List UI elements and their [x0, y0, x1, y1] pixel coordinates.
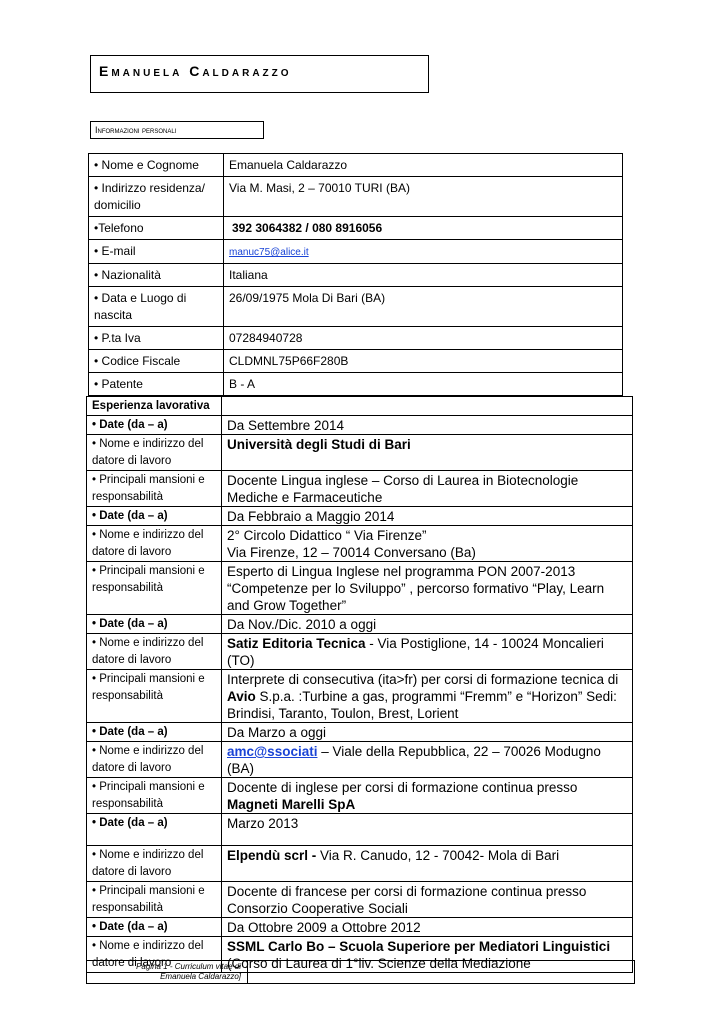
entry-date: Da Ottobre 2009 a Ottobre 2012	[222, 918, 633, 937]
entry-date: Da Nov./Dic. 2010 a oggi	[222, 615, 633, 634]
section-title-personal: Informazioni personali	[90, 121, 264, 139]
entry-employer-row: • Nome e indirizzo del datore di lavoro Satiz Editoria Tecnica - Via Postiglione, 14 - 10024 Moncalieri (TO)	[87, 634, 633, 670]
row-name: • Nome e Cognome Emanuela Caldarazzo	[89, 154, 623, 177]
entry-date-row: • Date (da – a) Da Febbraio a Maggio 2014	[87, 507, 633, 526]
entry-date-row: • Date (da – a) Da Ottobre 2009 a Ottobre 2012	[87, 918, 633, 937]
entry-date: Da Marzo a oggi	[222, 723, 633, 742]
row-fiscal-code: • Codice Fiscale CLDMNL75P66F280B	[89, 350, 623, 373]
entry-employer-row: • Nome e indirizzo del datore di lavoro Elpendù scrl - Via R. Canudo, 12 - 70042- Mola di Bari	[87, 846, 633, 882]
entry-date-row: • Date (da – a) Da Settembre 2014	[87, 416, 633, 435]
entry-date-row: • Date (da – a) Da Nov./Dic. 2010 a oggi	[87, 615, 633, 634]
entry-duties-row: • Principali mansioni e responsabilità Docente Lingua inglese – Corso di Laurea in Biotecnologie Mediche e Farmaceutiche	[87, 471, 633, 507]
entry-employer-row: • Nome e indirizzo del datore di lavoro SSML Carlo Bo – Scuola Superiore per Mediatori Linguistici (Corso di Laurea di 1°liv. Scienze della Mediazione	[87, 937, 633, 973]
entry-date: Marzo 2013	[222, 814, 633, 846]
experience-title: Esperienza lavorativa	[87, 397, 222, 416]
email-link[interactable]: manuc75@alice.it	[229, 247, 309, 258]
entry-date: Da Febbraio a Maggio 2014	[222, 507, 633, 526]
footer-page-info: Pagina 1 - Curriculum vitae di Emanuela Caldarazzo]	[87, 961, 248, 983]
entry-date-row: • Date (da – a) Da Marzo a oggi	[87, 723, 633, 742]
entry-duties-row: • Principali mansioni e responsabilità Docente di inglese per corsi di formazione continua presso Magneti Marelli SpA	[87, 778, 633, 814]
page-footer	[86, 960, 635, 984]
entry-duties-row: • Principali mansioni e responsabilità Docente di francese per corsi di formazione continua presso Consorzio Cooperative Sociali	[87, 882, 633, 918]
row-nationality: • Nazionalità Italiana	[89, 264, 623, 287]
row-vat: • P.ta Iva 07284940728	[89, 327, 623, 350]
entry-employer-row: • Nome e indirizzo del datore di lavoro Università degli Studi di Bari	[87, 435, 633, 471]
entry-employer-row: • Nome e indirizzo del datore di lavoro amc@ssociati – Viale della Repubblica, 22 – 70026 Modugno (BA)	[87, 742, 633, 778]
row-license: • Patente B - A	[89, 373, 623, 396]
entry-employer-row: • Nome e indirizzo del datore di lavoro 2° Circolo Didattico “ Via Firenze” Via Firenze, 12 – 70014 Conversano (Ba)	[87, 526, 633, 562]
entry-date-row: • Date (da – a) Marzo 2013	[87, 814, 633, 846]
name-box	[90, 55, 429, 93]
row-email: • E-mail manuc75@alice.it	[89, 240, 623, 264]
entry-date: Da Settembre 2014	[222, 416, 633, 435]
row-birth: • Data e Luogo di nascita 26/09/1975 Mola Di Bari (BA)	[89, 287, 623, 327]
personal-info-table	[88, 153, 623, 396]
experience-table	[86, 396, 633, 973]
entry-duties-row: • Principali mansioni e responsabilità Esperto di Lingua Inglese nel programma PON 2007-2013 “Competenze per lo Sviluppo” , percorso formativo “Play, Learn and Grow Together”	[87, 562, 633, 615]
row-address: • Indirizzo residenza/ domicilio Via M. Masi, 2 – 70010 TURI (BA)	[89, 177, 623, 217]
row-phone: •Telefono 392 3064382 / 080 8916056	[89, 217, 623, 240]
entry-duties-row: • Principali mansioni e responsabilità Interprete di consecutiva (ita>fr) per corsi di formazione tecnica di Avio S.p.a. :Turbine a gas, programmi “Fremm” e “Horizon” Sedi: Brindisi, Taranto, Toulon, Brest, Lorient	[87, 670, 633, 723]
amc-link[interactable]: amc@ssociati	[227, 744, 318, 759]
experience-title-row	[87, 397, 633, 416]
candidate-name: Emanuela Caldarazzo	[99, 63, 292, 79]
